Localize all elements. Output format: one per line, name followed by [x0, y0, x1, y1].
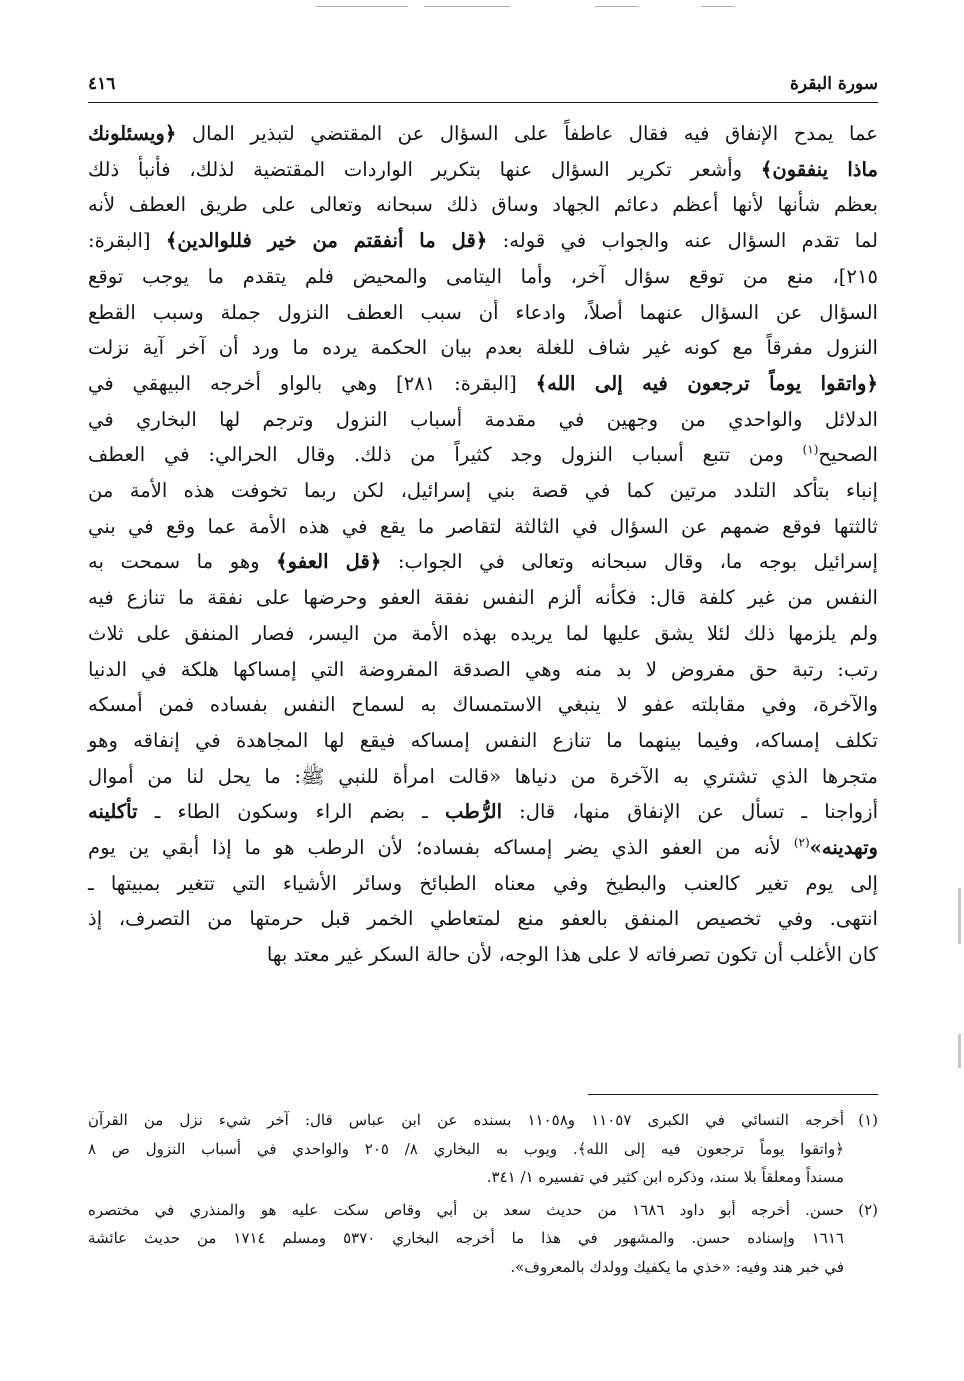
scan-top-marks: [0, 6, 964, 8]
text-segment: تكلف إمساكه، وفيما بينهما ما تنازع النفس إمساكه فيقع لها المجاهدة في إنفاقه وهو: [88, 728, 878, 752]
footnote: [88, 1106, 878, 1192]
text-segment: والآخرة، وفي مقابلته عفو لا ينبغي الاستمساك به لسماح النفس بفساده فمن أمسكه: [88, 693, 878, 717]
text-segment: إنباء بتأكد التلدد مرتين كما في قصة بني إسرائيل، لكن ربما تخوفت هذه الأمة من: [88, 479, 878, 503]
text-segment: السؤال عن السؤال عنهما أصلاً، وادعاء أن سبب العطف النزول جملة وسبب القطع: [88, 300, 878, 324]
footnote-text: [88, 1196, 844, 1282]
text-segment: ثالثتها فوقع ضمهم عن السؤال في الثالثة لتقاصر ما يقع في هذه الأمة عما وقع في بني: [88, 514, 878, 538]
text-line: [88, 937, 878, 973]
text-line: [88, 580, 878, 616]
text-line: [88, 759, 878, 795]
page-header: [88, 68, 878, 103]
text-segment: الدلائل والواحدي من وجهين في مقدمة أسباب النزول وترجم لها البخاري في: [88, 407, 878, 431]
footnote-line: حسن. أخرجه أبو داود ١٦٨٦ من حديث سعد بن أبي وقاص سكت عليه هو والمنذري في مختصره: [88, 1200, 844, 1219]
text-line: [88, 152, 878, 188]
text-line: [88, 652, 878, 688]
footnote-line: في خبر هند وفيه: «خذي ما يكفيك وولدك بالمعروف».: [510, 1257, 844, 1276]
text-line: [88, 437, 878, 473]
footnote-reference[interactable]: (١): [802, 442, 819, 457]
text-segment: إسرائيل بوجه ما، وقال سبحانه وتعالى في الجواب:: [381, 550, 878, 574]
text-segment: متجرها الذي تشتري به الآخرة من دنياها «قالت امرأة للنبي ﷺ: ما يحل لنا من أموال: [88, 764, 878, 788]
text-segment: رتب: رتبة حق مفروض لا بد منه وهي الصدقة المفروضة التي إمساكها هلكة في الدنيا: [88, 657, 878, 681]
footnote-line: أخرجه النسائي في الكبرى ١١٠٥٧ و١١٠٥٨ بسنده عن ابن عباس قال: آخر شيء نزل من القرآن: [88, 1111, 845, 1129]
text-line: [88, 116, 878, 152]
quran-quote: ﴿واتقوا يوماً ترجعون فيه إلى الله﴾: [535, 371, 878, 395]
footnote-reference[interactable]: (٢): [793, 835, 810, 850]
text-segment: [البقرة:: [88, 229, 166, 253]
text-line: [88, 259, 878, 295]
text-segment: انتهى. وفي تخصيص المنفق بالعفو منع لمتعاطي الخمر قبل حرمتها من التصرف، إذ: [88, 907, 879, 931]
text-line: [88, 295, 878, 331]
page-number: ٤١٦: [88, 74, 116, 94]
surah-title: سورة البقرة: [790, 74, 878, 94]
quran-quote: الرُّطب: [444, 800, 503, 824]
text-line: [88, 866, 878, 902]
quran-quote: وتهدينه»: [809, 836, 878, 860]
text-segment: الصحيح: [818, 443, 878, 467]
text-segment: كان الأغلب أن تكون تصرفاته لا على هذا الوجه، لأن حالة السكر غير معتد بها: [266, 943, 878, 967]
text-line: [88, 330, 878, 366]
text-segment: ـ بضم الراء وسكون الطاء ـ: [137, 800, 445, 824]
footnote: [88, 1196, 878, 1282]
scan-edge-mark: [958, 888, 961, 944]
quran-quote: ﴿قل العفو﴾: [276, 550, 382, 574]
text-line: [88, 366, 878, 402]
footnote-number: (١): [858, 1111, 878, 1129]
footnotes: [88, 1106, 878, 1286]
text-line: [88, 187, 878, 223]
text-line: [88, 402, 878, 438]
text-segment: ولم يلزمها ذلك لئلا يشق عليها لما يريده بهذه الأمة من اليسر، فصار المنفق على ثلاث: [88, 621, 878, 645]
footnote-line: ﴿واتقوا يوماً ترجعون فيه إلى الله﴾. ويوب به البخاري ٨/ ٢٠٥ والواحدي في أسباب النزول ص ٨: [88, 1139, 845, 1158]
text-line: [88, 616, 878, 652]
text-line: [88, 723, 878, 759]
text-segment: عما يمدح الإنفاق فيه فقال عاطفاً على السؤال عن المقتضي لتبذير المال: [176, 122, 878, 145]
quran-quote: ﴿قل ما أنفقتم من خير فللوالدين﴾: [165, 229, 488, 253]
text-segment: ٢١٥]، منع من توقع سؤال آخر، وأما اليتامى والمحيض فلم يتقدم ما يوجب توقع: [88, 264, 878, 288]
text-segment: ومن تتبع أسباب النزول وجد كثيراً من ذلك. وقال الحرالي: في العطف: [88, 443, 803, 467]
text-segment: إلى يوم تغير كالعنب والبطيخ وفي معناه الطبائخ وسائر الأشياء التي تتغير بمبيتها ـ: [88, 871, 878, 895]
text-line: [88, 830, 878, 866]
main-text: [88, 116, 878, 973]
text-line: [88, 687, 878, 723]
text-line: [88, 544, 878, 580]
text-line: [88, 901, 878, 937]
footnote-text: [88, 1106, 844, 1192]
text-segment: وأشعر تكرير السؤال عنها بتكرير الواردات المقتضية لذلك، فأنبأ ذلك: [88, 157, 761, 181]
text-line: [88, 473, 878, 509]
text-segment: النزول مفرقاً مع كونه غير شاف للغلة بعدم بيان الحكمة يرده ما ورد أن آخر آية نزلت: [88, 336, 878, 360]
footnote-line: مسنداً ومعلقاً بلا سند، وذكره ابن كثير في تفسيره ١/ ٣٤١.: [486, 1168, 844, 1187]
footnote-divider: [588, 1094, 878, 1095]
text-segment: [البقرة: ٢٨١] وهي بالواو أخرجه البيهقي في: [88, 371, 536, 395]
text-line: [88, 509, 878, 545]
quran-quote: ﴿ويسئلونك: [88, 122, 177, 145]
text-segment: وهو ما سمحت به: [88, 550, 277, 574]
text-segment: لأنه من العفو الذي يضر إمساكه بفساده؛ لأن الرطب هو ما إذا أبقي ين يوم: [88, 836, 794, 860]
text-segment: لما تقدم السؤال عنه والجواب في قوله:: [487, 229, 878, 253]
footnote-number: (٢): [858, 1200, 878, 1219]
text-line: [88, 223, 878, 259]
text-segment: النفس من غير كلفة قال: فكأنه ألزم النفس نفقة العفو وحرضها على نفقة ما تنازع فيه: [88, 586, 878, 610]
text-line: [88, 794, 878, 830]
scan-edge-mark: [958, 1034, 961, 1068]
quran-quote: تأكلينه: [88, 800, 138, 824]
text-segment: أزواجنا ـ تسأل عن الإنفاق منها، قال:: [502, 800, 879, 824]
footnote-line: ١٦١٦ وإسناده حسن. والمشهور في هذا ما أخرجه البخاري ٥٣٧٠ ومسلم ١٧١٤ من حديث عائشة: [88, 1229, 844, 1248]
quran-quote: ماذا ينفقون﴾: [760, 157, 878, 181]
text-segment: بعظم شأنها لأنها أعظم دعائم الجهاد وساق ذلك سبحانه وتعالى على طريق العطف لأنه: [88, 193, 878, 217]
